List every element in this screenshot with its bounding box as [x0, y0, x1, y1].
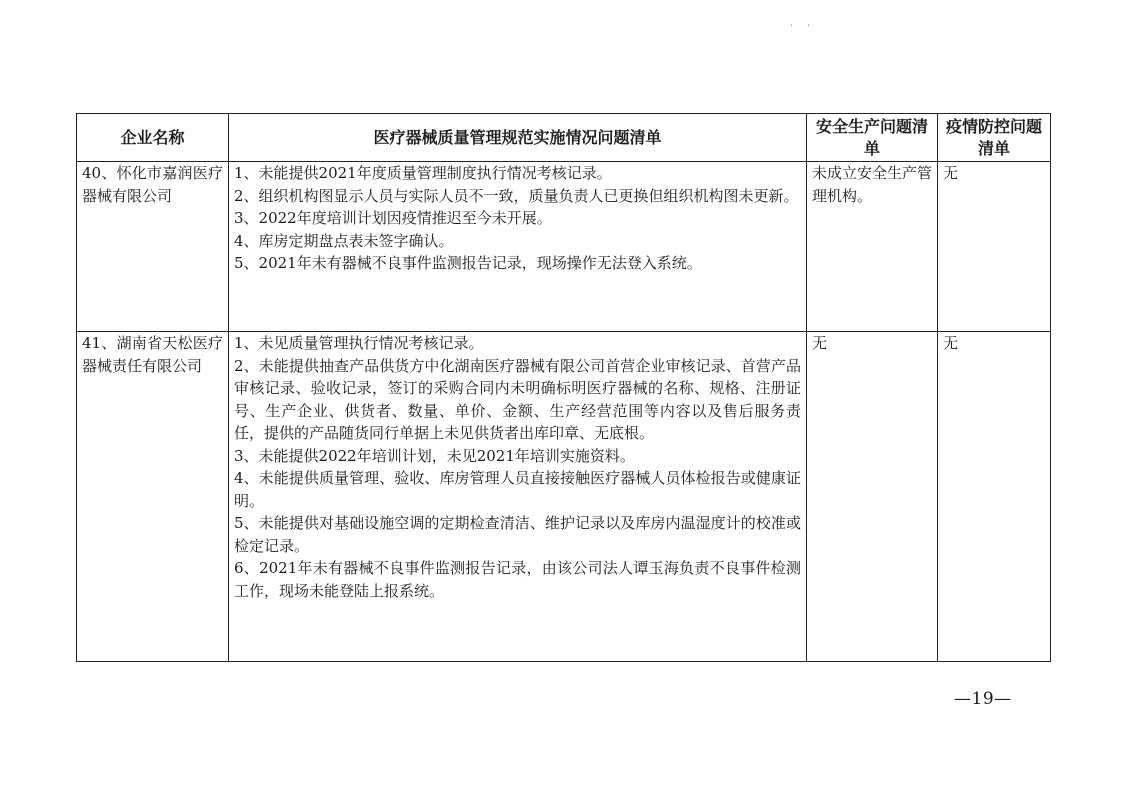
qms-issues-cell [229, 332, 807, 662]
issue-item: 3、2022年度培训计划因疫情推迟至今未开展。 [234, 209, 552, 227]
table-row [77, 332, 1051, 662]
epidemic-issues-cell: 无 [938, 162, 1051, 332]
inspection-issues-table [76, 113, 1051, 662]
header-safety-issues: 安全生产问题清单 [807, 114, 938, 162]
issue-item: 2、未能提供抽查产品供货方中化湖南医疗器械有限公司首营企业审核记录、首营产品审核记录、验收记录，签订的采购合同内未明确标明医疗器械的名称、规格、注册证号、生产企业、供货者、数量、单价、金额、生产经营范围等内容以及售后服务责任，提供的产品随货同行单据上未见供货者出库印章、无底根。 [234, 356, 801, 442]
company-name-cell: 41、湖南省天松医疗器械责任有限公司 [77, 332, 229, 662]
epidemic-issues-cell: 无 [938, 332, 1051, 662]
page-number: —19— [954, 689, 1012, 709]
issue-item: 5、未能提供对基础设施空调的定期检查清洁、维护记录以及库房内温湿度计的校准或检定记录。 [234, 514, 801, 555]
header-qms-issues: 医疗器械质量管理规范实施情况问题清单 [229, 114, 807, 162]
header-row [77, 114, 1051, 162]
issue-item: 1、未能提供2021年度质量管理制度执行情况考核记录。 [234, 164, 612, 182]
safety-issues-cell: 无 [807, 332, 938, 662]
table-row [77, 162, 1051, 332]
issue-item: 4、库房定期盘点表未签字确认。 [234, 231, 454, 250]
issue-item: 3、未能提供2022年培训计划，未见2021年培训实施资料。 [234, 446, 635, 465]
header-company-name: 企业名称 [77, 114, 229, 162]
scan-marks: ' ' [790, 24, 816, 34]
company-name-cell: 40、怀化市嘉润医疗器械有限公司 [77, 162, 229, 332]
issue-item: 1、未见质量管理执行情况考核记录。 [234, 334, 484, 352]
issue-item: 5、2021年未有器械不良事件监测报告记录，现场操作无法登入系统。 [234, 254, 702, 272]
issue-item: 2、组织机构图显示人员与实际人员不一致，质量负责人已更换但组织机构图未更新。 [234, 186, 799, 205]
issue-item: 6、2021年未有器械不良事件监测报告记录，由该公司法人谭玉海负责不良事件检测工作，现场未能登陆上报系统。 [234, 559, 801, 600]
qms-issues-cell [229, 162, 807, 332]
safety-issues-cell: 未成立安全生产管理机构。 [807, 162, 938, 332]
issue-item: 4、未能提供质量管理、验收、库房管理人员直接接触医疗器械人员体检报告或健康证明。 [234, 469, 801, 510]
header-epidemic-issues: 疫情防控问题清单 [938, 114, 1051, 162]
